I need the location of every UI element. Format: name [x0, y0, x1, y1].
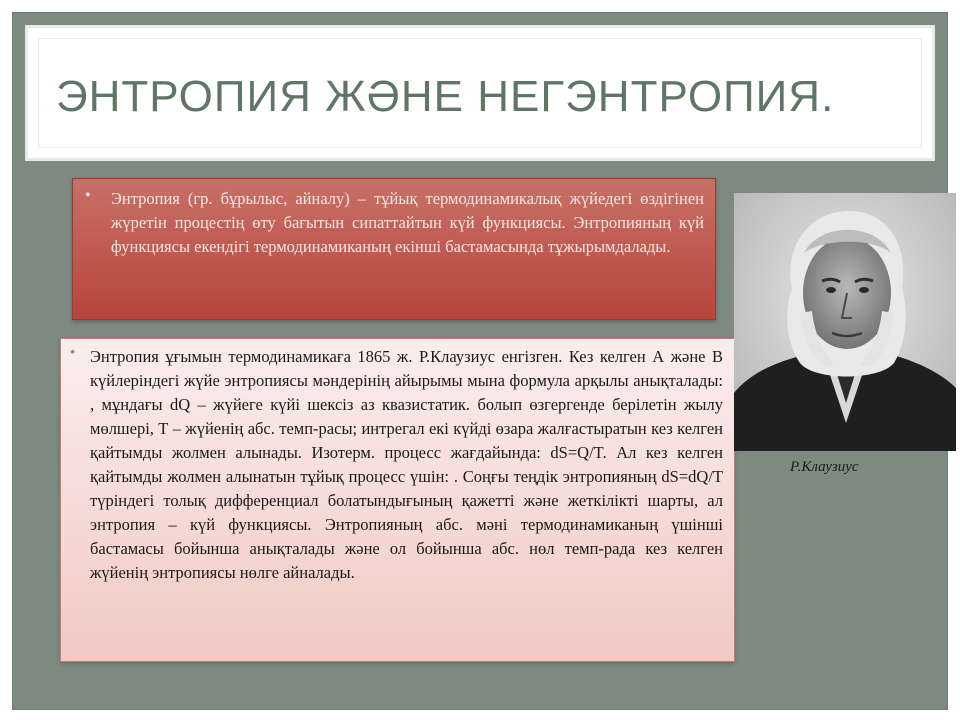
slide-title: ЭНТРОПИЯ ЖӘНЕ НЕГЭНТРОПИЯ. [56, 72, 835, 121]
definition-block [72, 178, 716, 320]
definition-text: Энтропия (гр. бұрылыс, айналу) – тұйық термодинамикалық жүйедегі өздігінен жүретін процестің өту бағытын сипаттайтын күй функциясы. Энтропияның күй функциясы екендігі термодинамиканың екінші бастамасында тұжырымдалады. [111, 189, 704, 256]
explanation-block [60, 338, 735, 662]
portrait-caption: Р.Клаузиус [790, 459, 859, 475]
clausius-portrait [734, 193, 956, 451]
explanation-text: Энтропия ұғымын термодинамикаға 1865 ж. Р.Клаузиус енгізген. Кез келген А және В күйлеріндегі жүйе энтропиясы мәндерінің айырымы мына формула арқылы анықталады: , мұндағы dQ – жүйеге күйі шексіз аз квазистатик. болып өзгергенде берілетін жылу мөлшері, Т – жүйенің абс. темп-расы; интрегал екі күйді өзара жалғастыратын кез келген қайтымды жолмен алынады. Изотерм. процесс жағдайында: dS=Q/T. Ал кез келген қайтымды жолмен алынатын тұйық процесс үшін: . Соңғы теңдік энтропияның dS=dQ/T түріндегі толық дифференциал болатындығының қажетті және жеткілікті шарты, ал энтропия – күй функциясы. Энтропияның абс. мәні термодинамиканың үшінші бастамасы бойынша анықталады және ол бойынша абс. нөл темп-рада кез келген жүйенің энтропиясы нөлге айналады. [90, 347, 723, 582]
bullet-point: • [85, 187, 91, 204]
portrait-image [734, 193, 956, 451]
bullet-point: • [70, 345, 76, 361]
